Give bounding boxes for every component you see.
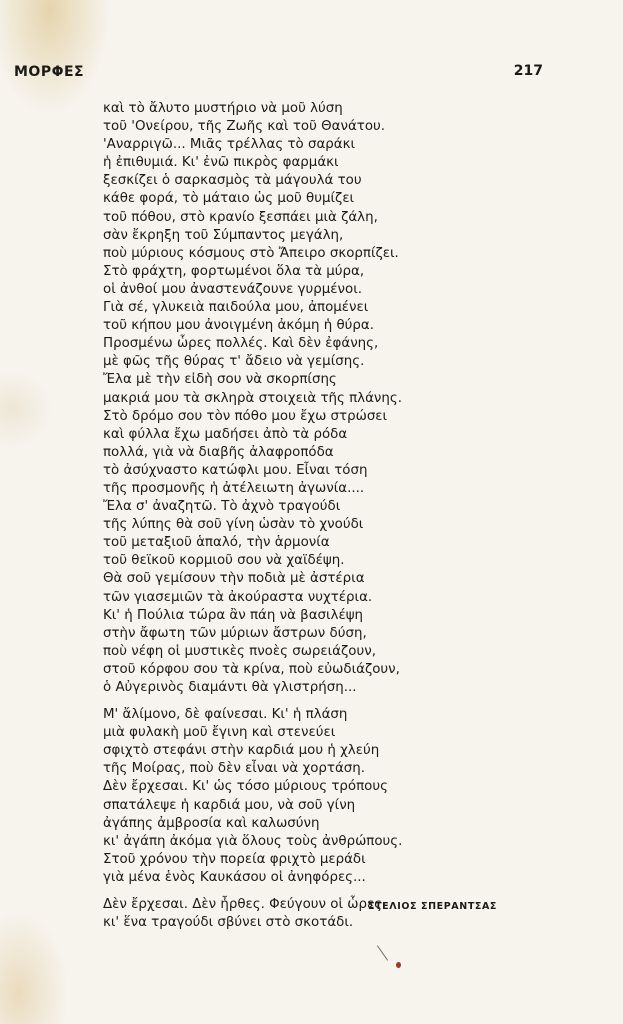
poem-line: σπατάλεψε ἡ καρδιά μου, νὰ σοῦ γίνη: [103, 797, 356, 813]
poem-line: Στὸ δρόμο σου τὸν πόθο μου ἔχω στρώσει: [103, 408, 388, 424]
poem-line: πολλά, γιὰ νὰ διαβῆς ἀλαφροπόδα: [103, 444, 334, 460]
journal-title: ΜΟΡΦΕΣ: [14, 64, 85, 80]
poem-line: Δὲν ἔρχεσαι. Κι' ὡς τόσο μύριους τρόπους: [103, 779, 388, 795]
poem-line: μιὰ φυλακὴ μοῦ ἔγινη καὶ στενεύει: [103, 725, 336, 741]
author-signature: ΣΤΕΛΙΟΣ ΣΠΕΡΑΝΤΣΑΣ: [368, 901, 498, 912]
poem-line: Δὲν ἔρχεσαι. Δὲν ἦρθες. Φεύγουν οἱ ὧρες: [103, 897, 383, 913]
poem-line: τοῦ κήπου μου ἀνοιγμένη ἀκόμη ἡ θύρα.: [103, 318, 374, 334]
stanza: [103, 706, 543, 887]
poem-line: καὶ φύλλα ἔχω μαδήσει ἀπὸ τὰ ρόδα: [103, 426, 348, 442]
poem-line: τὸ ἀσύχναστο κατώφλι μου. Εἶναι τόση: [103, 462, 368, 478]
poem-line: Μ' ἄλίμονο, δὲ φαίνεσαι. Κι' ἡ πλάση: [103, 707, 348, 723]
poem-line: τοῦ θεϊκοῦ κορμιοῦ σου νὰ χαϊδέψη.: [103, 553, 345, 569]
poem-line: τοῦ μεταξιοῦ ἁπαλό, τὴν ἁρμονία: [103, 535, 330, 551]
stanza: [103, 100, 543, 697]
poem-line: 'Αναρριγῶ... Μιᾶς τρέλλας τὸ σαράκι: [103, 137, 356, 153]
poem-line: κι' ἕνα τραγούδι σβύνει στὸ σκοτάδι.: [103, 915, 354, 931]
poem-line: σφιχτὸ στεφάνι στὴν καρδιά μου ἡ χλεύη: [103, 743, 380, 759]
poem-line: ἀγάπης ἀμβροσία καὶ καλωσύνη: [103, 815, 320, 831]
poem-line: στοῦ κόρφου σου τὰ κρίνα, ποὺ εὐωδιάζουν,: [103, 661, 400, 677]
poem-line: τῆς λύπης θὰ σοῦ γίνη ὡσὰν τὸ χνούδι: [103, 517, 364, 533]
poem-line: ὁ Αὐγερινὸς διαμάντι θὰ γλιστρήση...: [103, 680, 357, 695]
ink-speck: [396, 962, 401, 968]
poem-line: σὰν ἔκρηξη τοῦ Σύμπαντος μεγάλη,: [103, 227, 344, 243]
ink-stroke: [377, 945, 388, 960]
poem-line: ξεσκίζει ὁ σαρκασμὸς τὰ μάγουλά του: [103, 173, 362, 189]
poem-line: ποὺ μύριους κόσμους στὸ Ἄπειρο σκορπίζει.: [103, 245, 399, 261]
poem-line: τῆς Μοίρας, ποὺ δὲν εἶναι νὰ χορτάση.: [103, 761, 366, 777]
poem-line: Στοῦ χρόνου τὴν πορεία φριχτὸ μεράδι: [103, 851, 366, 867]
poem-line: Κι' ἡ Πούλια τώρα ἂν πάη νὰ βασιλέψη: [103, 607, 364, 623]
poem-line: Ἔλα σ' ἀναζητῶ. Τὸ ἀχνὸ τραγούδι: [103, 499, 341, 515]
poem-line: Γιὰ σέ, γλυκειὰ παιδούλα μου, ἀπομένει: [103, 300, 369, 316]
poem-line: τοῦ πόθου, στὸ κρανίο ξεσπάει μιὰ ζάλη,: [103, 209, 378, 225]
poem-line: κάθε φορά, τὸ μάταιο ὡς μοῦ θυμίζει: [103, 191, 355, 207]
page-number: 217: [513, 63, 543, 79]
poem-line: μὲ φῶς τῆς θύρας τ' ἄδειο νὰ γεμίσης.: [103, 354, 365, 370]
poem-line: Στὸ φράχτη, φορτωμένοι ὅλα τὰ μύρα,: [103, 263, 365, 279]
poem-line: τῆς προσμονῆς ἡ ἀτέλειωτη ἀγωνία....: [103, 480, 365, 496]
poem-line: οἱ ἀνθοί μου ἀναστενάζουνε γυρμένοι.: [103, 281, 362, 297]
poem-line: γιὰ μένα ἑνὸς Καυκάσου οἱ ἀνηφόρες...: [103, 869, 366, 885]
poem-line: καὶ τὸ ἄλυτο μυστήριο νὰ μοῦ λύση: [103, 101, 343, 116]
poem-body: [103, 100, 543, 932]
poem-line: μακριά μου τὰ σκληρὰ στοιχειὰ τῆς πλάνης.: [103, 390, 403, 406]
poem-line: ἡ ἐπιθυμιά. Κι' ἐνῶ πικρὸς φαρμάκι: [103, 155, 339, 171]
poem-line: Ἔλα μὲ τὴν εἰδὴ σου νὰ σκορπίσης: [103, 372, 337, 388]
poem-line: Θὰ σοῦ γεμίσουν τὴν ποδιὰ μὲ ἀστέρια: [103, 571, 365, 587]
poem-line: στὴν ἄφωτη τῶν μύριων ἄστρων δύση,: [103, 625, 367, 641]
poem-line: Προσμένω ὧρες πολλές. Καὶ δὲν ἐφάνης,: [103, 336, 379, 352]
poem-line: ποὺ νέφη οἱ μυστικὲς πνοὲς σωρειάζουν,: [103, 643, 376, 659]
poem-line: κι' ἀγάπη ἀκόμα γιὰ ὅλους τοὺς ἀνθρώπους.: [103, 833, 403, 849]
poem-line: τῶν γιασεμιῶν τὰ ἀκούραστα νυχτέρια.: [103, 589, 373, 605]
poem-line: τοῦ 'Ονείρου, τῆς Ζωῆς καὶ τοῦ Θανάτου.: [103, 119, 386, 135]
